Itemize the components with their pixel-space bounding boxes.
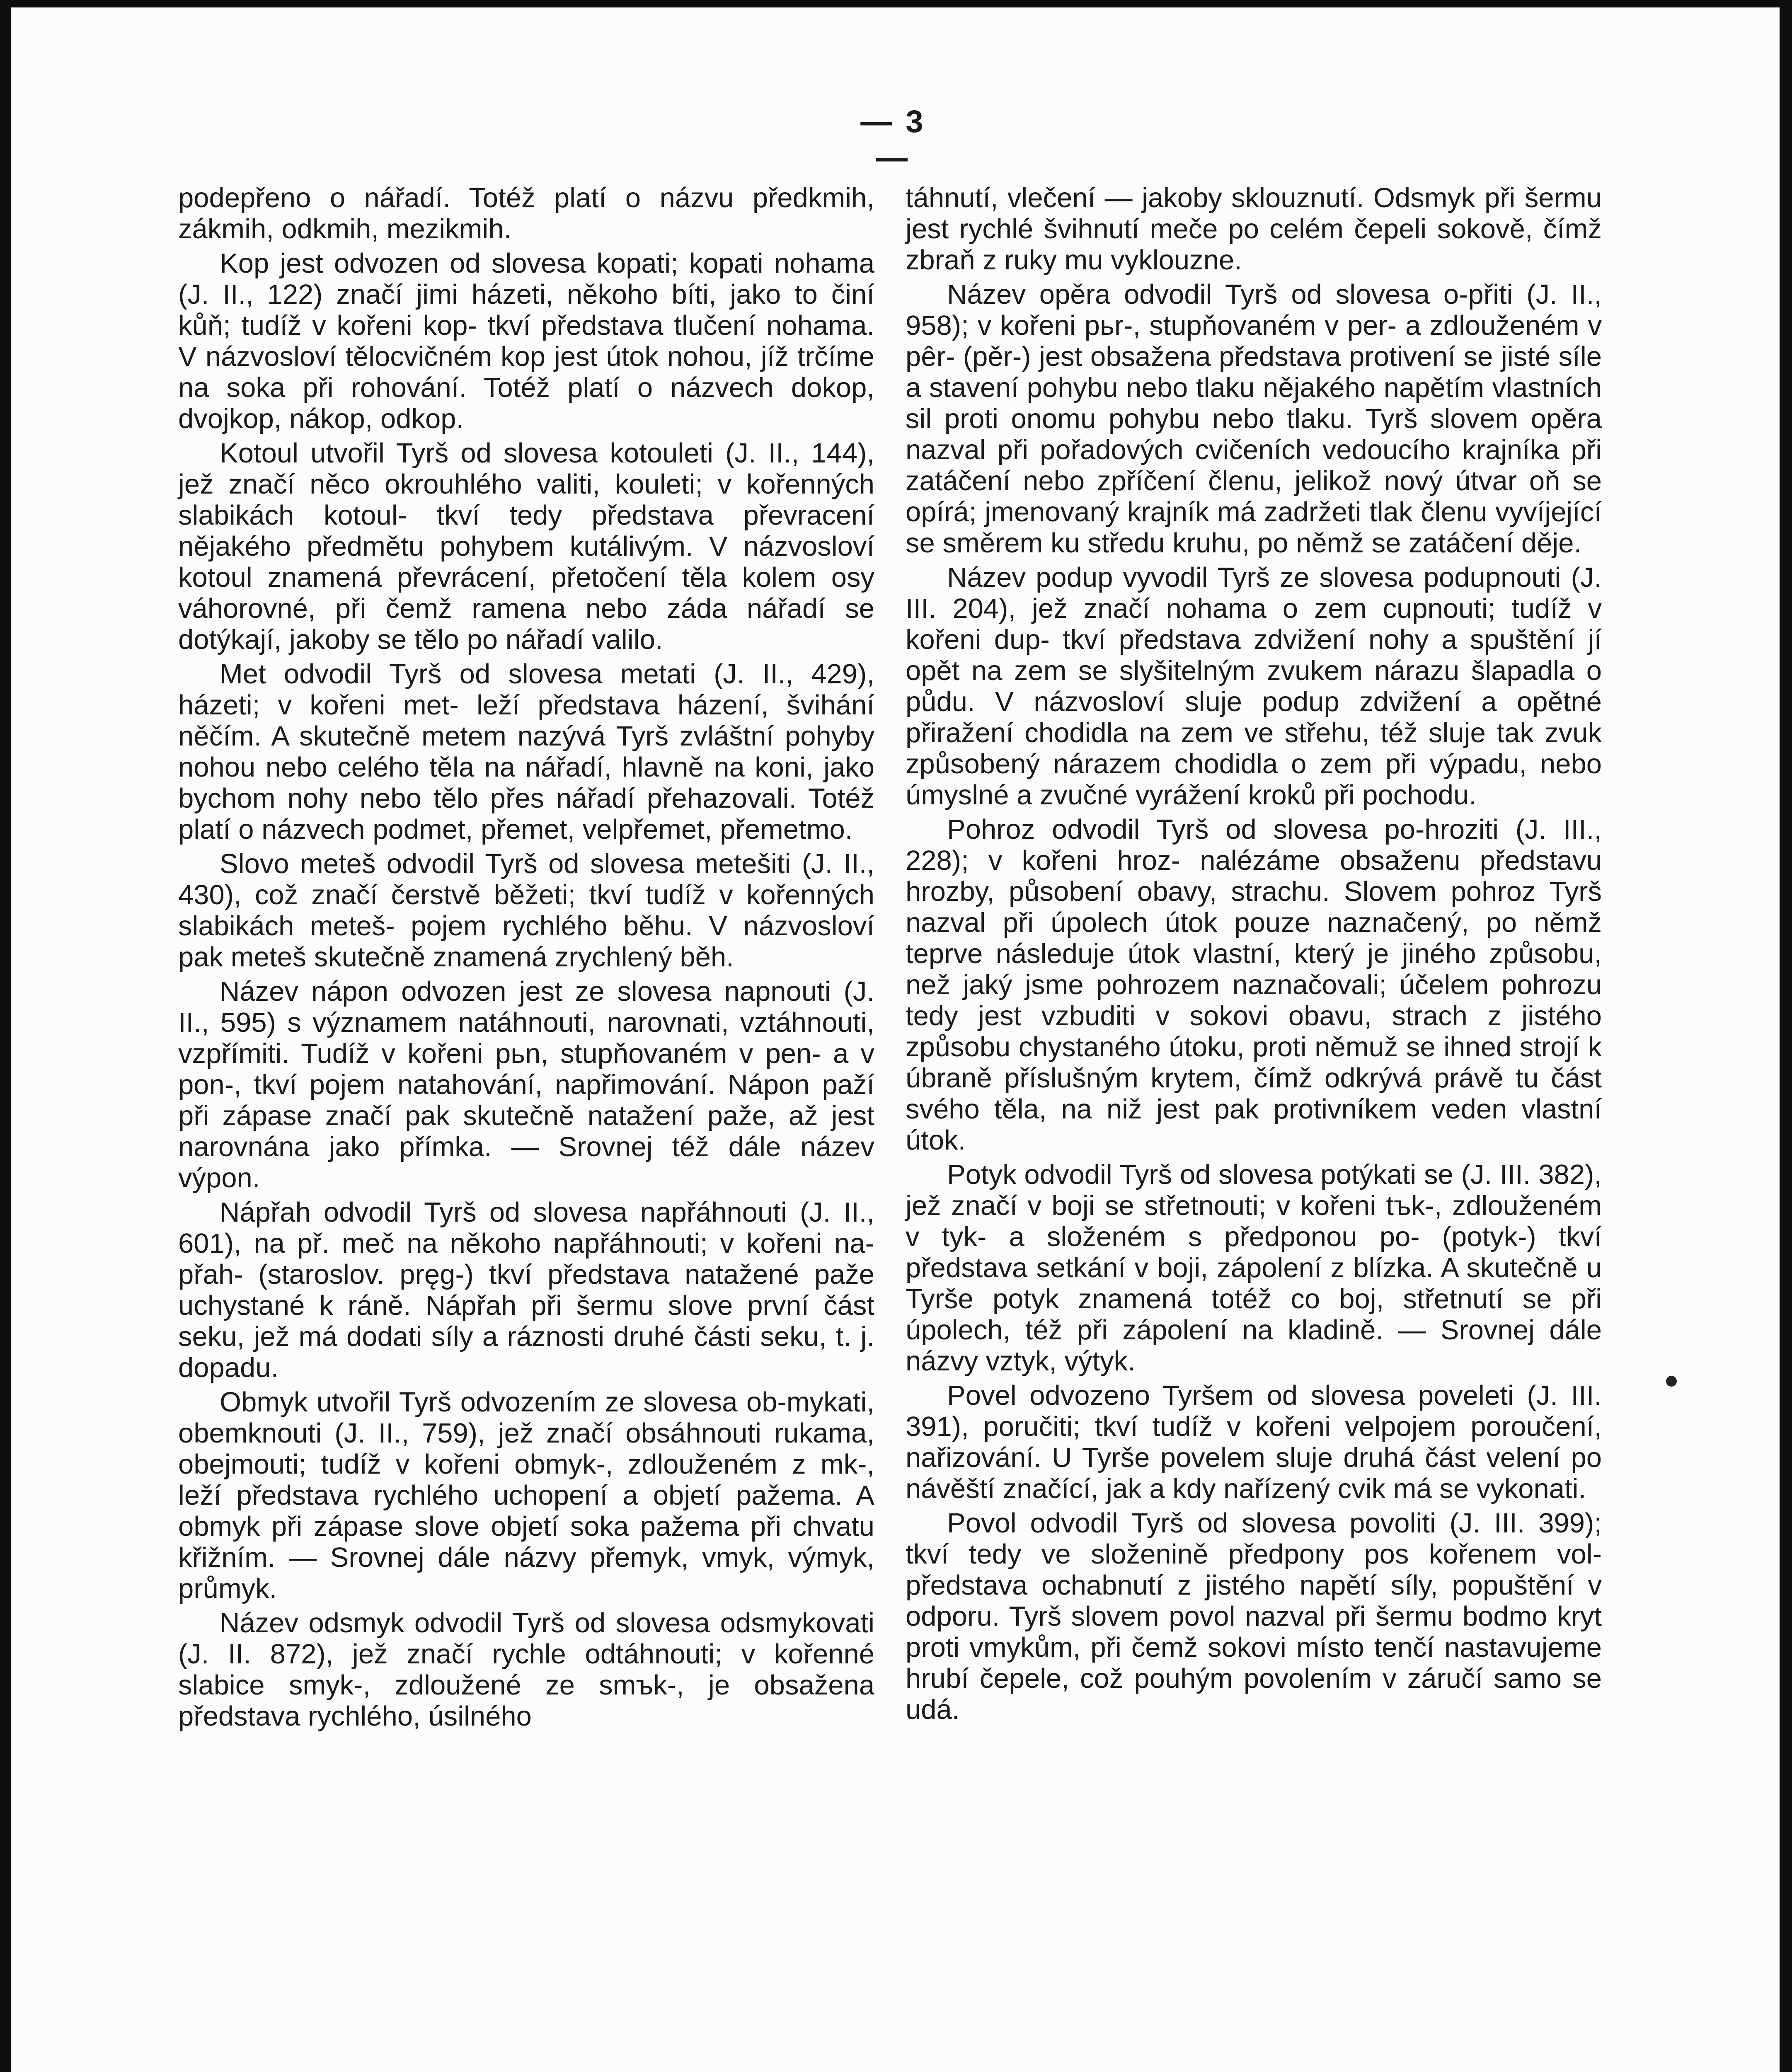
scan-speck: [1666, 1376, 1677, 1387]
paragraph: Povel odvozeno Tyršem od slovesa poveleti (J. III. 391), poručiti; tkví tudíž v kořeni velpojem poroučení, nařizování. U Tyrše povelem sluje druhá část velení po návěští značící, jak a kdy nařízený cvik má se vykonati.: [906, 1380, 1602, 1504]
paragraph: Kop jest odvozen od slovesa kopati; kopati nohama (J. II., 122) značí jimi házeti, někoho bíti, jako to činí kůň; tudíž v kořeni kop- tkví představa tlučení nohama. V názvosloví tělocvičném kop jest útok nohou, jíž trčíme na soka při rohování. Totéž platí o názvech dokop, dvojkop, nákop, odkop.: [178, 248, 874, 434]
scan-border-left: [0, 0, 11, 2072]
page-number: — 3 —: [860, 104, 926, 175]
paragraph: Obmyk utvořil Tyrš odvozením ze slovesa ob-mykati, obemknouti (J. II., 759), jež značí obsáhnouti rukama, obejmouti; tudíž v kořeni obmyk-, zdlouženém z mk-, leží představa rychlého uchopení a objetí pažema. A obmyk při zápase slove objetí soka pažema při chvatu křižním. — Srovnej dále názvy přemyk, vmyk, výmyk, průmyk.: [178, 1387, 874, 1604]
paragraph: Název opěra odvodil Tyrš od slovesa o-přiti (J. II., 958); v kořeni pьr-, stupňovaném v per- a zdlouženém v pêr- (pěr-) jest obsažena představa protivení se jisté síle a stavení pohybu nebo tlaku nějakého napětím vlastních sil proti onomu pohybu nebo tlaku. Tyrš slovem opěra nazval při pořadových cvičeních vedoucího krajníka při zatáčení nebo zpříčení členu, jelikož nový útvar oň se opírá; jmenovaný krajník má zadržeti tlak členu vyvíjející se směrem ku středu kruhu, po němž se zatáčení děje.: [906, 279, 1602, 559]
paragraph: podepřeno o nářadí. Totéž platí o názvu předkmih, zákmih, odkmih, mezikmih.: [178, 182, 874, 244]
paragraph: Kotoul utvořil Tyrš od slovesa kotouleti (J. II., 144), jež značí něco okrouhlého valiti, kouleti; v kořenných slabikách kotoul- tkví tedy představa převracení nějakého předmětu pohybem kutálivým. V názvosloví kotoul znamená převrácení, přetočení těla kolem osy váhorovné, při čemž ramena nebo záda nářadí se dotýkají, jakoby se tělo po nářadí valilo.: [178, 438, 874, 655]
scan-border-top: [0, 0, 1792, 7]
paragraph: Pohroz odvodil Tyrš od slovesa po-hroziti (J. III., 228); v kořeni hroz- nalézáme obsaženu představu hrozby, působení obavy, strachu. Slovem pohroz Tyrš nazval při úpolech útok pouze naznačený, po němž teprve následuje útok vlastní, který je jiného způsobu, než jaký jsme pohrozem naznačovali; účelem pohrozu tedy jest vzbuditi v sokovi obavu, strach z jistého způsobu chystaného útoku, proti němuž se ihned strojí k úbraně příslušným krytem, čímž odkrývá právě tu část svého těla, na niž jest pak protivníkem veden vlastní útok.: [906, 814, 1602, 1156]
paragraph: Název odsmyk odvodil Tyrš od slovesa odsmykovati (J. II. 872), jež značí rychle odtáhnouti; v kořenné slabice smyk-, zdloužené ze smъk-, je obsažena představa rychlého, úsilného: [178, 1607, 874, 1732]
paragraph: Povol odvodil Tyrš od slovesa povoliti (J. III. 399); tkví tedy ve složenině předpony pos kořenem vol- představa ochabnutí z jistého napětí síly, popuštění v odporu. Tyrš slovem povol nazval při šermu bodmo kryt proti vmykům, při čemž sokovi místo tenčí nastavujeme hrubí čepele, což pouhým povolením v záručí samo se udá.: [906, 1508, 1602, 1725]
scan-border-right: [1780, 0, 1792, 2072]
paragraph: Název podup vyvodil Tyrš ze slovesa podupnouti (J. III. 204), jež značí nohama o zem cupnouti; tudíž v kořeni dup- tkví představa zdvižení nohy a spuštění jí opět na zem se slyšitelným zvukem nárazu šlapadla o půdu. V názvosloví sluje podup zdvižení a opětné přiražení chodidla na zem ve střehu, též sluje tak zvuk způsobený nárazem chodidla o zem při výpadu, nebo úmyslné a zvučné vyrážení kroků při pochodu.: [906, 562, 1602, 811]
paragraph: Název nápon odvozen jest ze slovesa napnouti (J. II., 595) s významem natáhnouti, narovnati, vztáhnouti, vzpřímiti. Tudíž v kořeni pьn, stupňovaném v pen- a v pon-, tkví pojem natahování, napřimování. Nápon paží při zápase značí pak skutečně natažení paže, až jest narovnána jako přímka. — Srovnej též dále název výpon.: [178, 976, 874, 1193]
paragraph: Nápřah odvodil Tyrš od slovesa napřáhnouti (J. II., 601), na př. meč na někoho napřáhnouti; v kořeni na-přah- (staroslov. pręg-) tkví představa natažené paže uchystané k ráně. Nápřah při šermu slove první část seku, jež má dodati síly a ráznosti druhé části seku, t. j. dopadu.: [178, 1197, 874, 1383]
paragraph: Met odvodil Tyrš od slovesa metati (J. II., 429), házeti; v kořeni met- leží představa házení, švihání něčím. A skutečně metem nazývá Tyrš zvláštní pohyby nohou nebo celého těla na nářadí, hlavně na koni, jako bychom nohy nebo tělo přes nářadí přehazovali. Totéž platí o názvech podmet, přemet, velpřemet, přemetmo.: [178, 658, 874, 845]
paragraph: Slovo meteš odvodil Tyrš od slovesa metešiti (J. II., 430), což značí čerstvě běžeti; tkví tudíž v kořenných slabikách meteš- pojem rychlého běhu. V názvosloví pak meteš skutečně znamená zrychlený běh.: [178, 848, 874, 973]
left-column: [178, 182, 874, 1735]
paragraph: táhnutí, vlečení — jakoby sklouznutí. Odsmyk při šermu jest rychlé švihnutí meče po celém čepeli sokově, čímž zbraň z ruky mu vyklouzne.: [906, 182, 1602, 276]
right-column: [906, 182, 1602, 1725]
paragraph: Potyk odvodil Tyrš od slovesa potýkati se (J. III. 382), jež značí v boji se střetnouti; v kořeni tъk-, zdlouženém v tyk- a složeném s předponou po- (potyk-) tkví představa setkání v boji, zápolení z blízka. A skutečně u Tyrše potyk znamená totéž co boj, střetnutí se při úpolech, též při zápolení na kladině. — Srovnej dále názvy vztyk, výtyk.: [906, 1159, 1602, 1377]
